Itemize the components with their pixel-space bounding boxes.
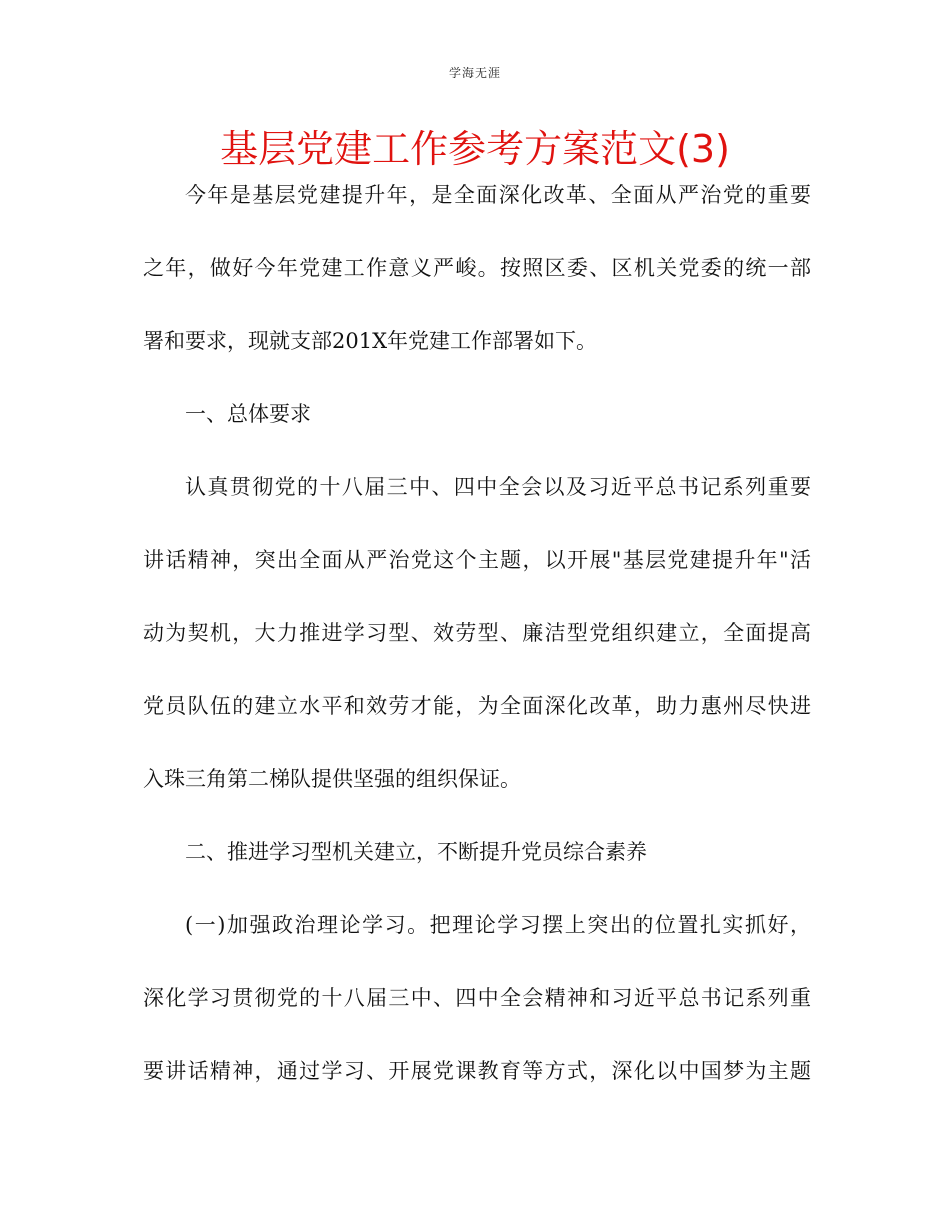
page-header: 学海无涯 bbox=[448, 66, 501, 80]
text-line: 署和要求，现就支部201X年党建工作部署如下。 bbox=[143, 329, 598, 353]
text-line: 入珠三角第二梯队提供坚强的组织保证。 bbox=[143, 767, 521, 791]
text-line: 之年，做好今年党建工作意义严峻。按照区委、区机关党委的统一部 bbox=[143, 256, 811, 280]
text-line: 党员队伍的建立水平和效劳才能，为全面深化改革，助力惠州尽快进 bbox=[143, 694, 811, 718]
text-line: 二、推进学习型机关建立，不断提升党员综合素养 bbox=[185, 840, 647, 864]
text-line: 认真贯彻党的十八届三中、四中全会以及习近平总书记系列重要 bbox=[185, 475, 811, 499]
text-line: 讲话精神，突出全面从严治党这个主题，以开展"基层党建提升年"活 bbox=[143, 548, 811, 572]
document-title: 基层党建工作参考方案范文(3) bbox=[220, 127, 730, 171]
text-line: 动为契机，大力推进学习型、效劳型、廉洁型党组织建立，全面提高 bbox=[143, 621, 811, 645]
text-line: 一、总体要求 bbox=[185, 402, 311, 426]
document-body bbox=[143, 176, 811, 1125]
paragraph-lines bbox=[143, 176, 811, 1090]
text-line: 深化学习贯彻党的十八届三中、四中全会精神和习近平总书记系列重 bbox=[143, 986, 811, 1010]
text-line: 要讲话精神，通过学习、开展党课教育等方式，深化以中国梦为主题 bbox=[143, 1059, 811, 1083]
text-line: (一)加强政治理论学习。把理论学习摆上突出的位置扎实抓好， bbox=[185, 913, 811, 937]
text-line: 今年是基层党建提升年，是全面深化改革、全面从严治党的重要 bbox=[185, 183, 811, 207]
